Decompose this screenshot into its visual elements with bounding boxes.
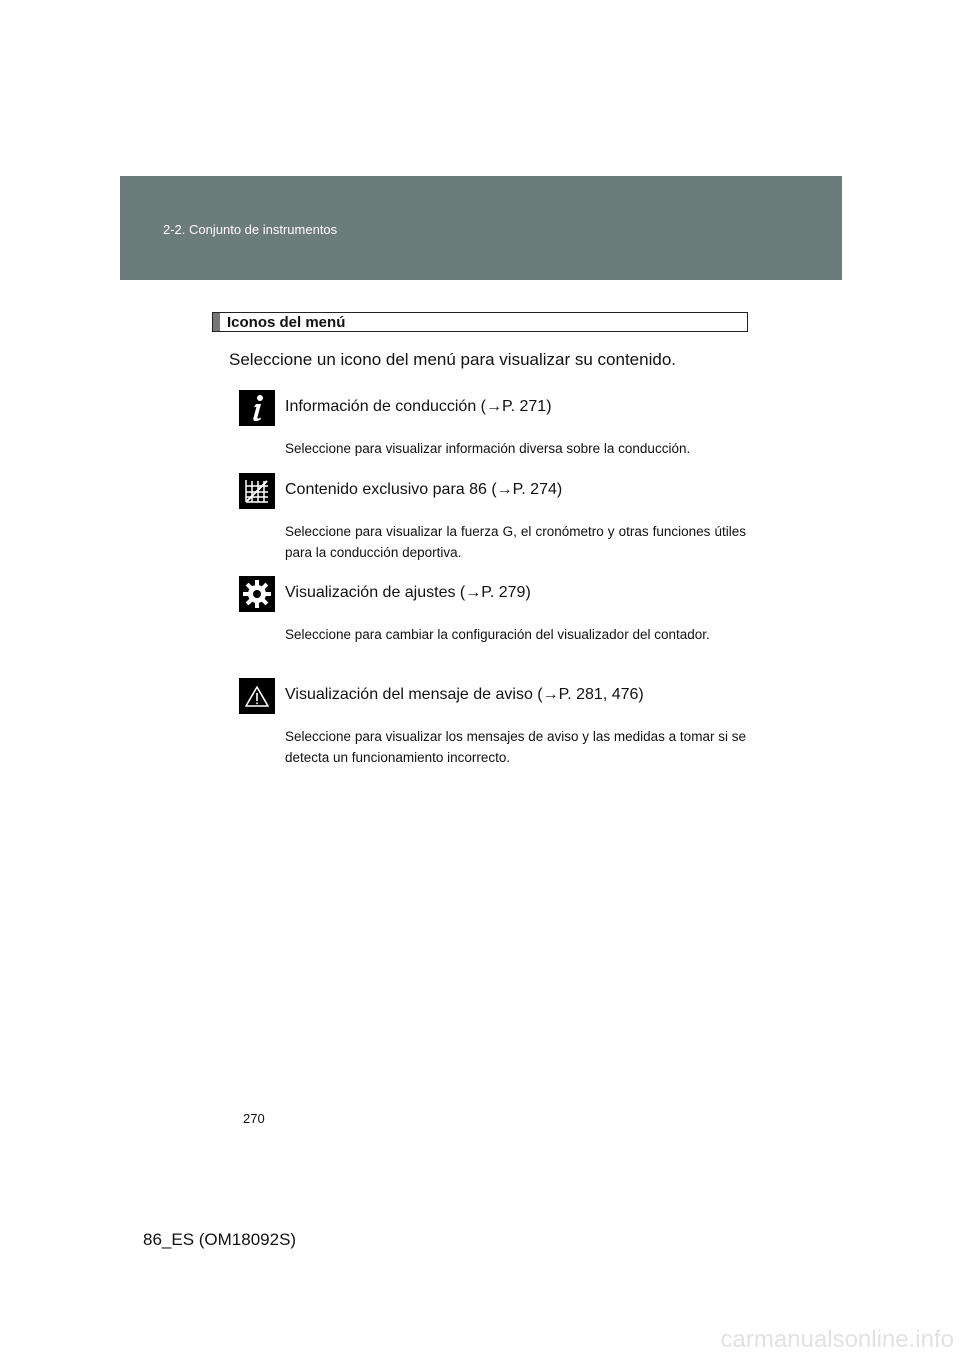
- item-description: Seleccione para cambiar la configuración del visualizador del contador.: [285, 627, 710, 642]
- intro-text: Seleccione un icono del menú para visualizar su contenido.: [229, 350, 676, 369]
- item-description: Seleccione para visualizar información diversa sobre la conducción.: [285, 441, 691, 456]
- item-title: Contenido exclusivo para 86 (→P. 274): [285, 481, 563, 498]
- watermark: carmanualsonline.info: [720, 1326, 954, 1353]
- gear-icon: [239, 576, 275, 612]
- info-icon: [239, 390, 275, 426]
- page-number: 270: [243, 1111, 265, 1126]
- item-description: Seleccione para visualizar la fuerza G, el cronómetro y otras funciones útiles para la conducción deportiva.: [285, 524, 746, 560]
- heading-label: Iconos del menú: [227, 314, 346, 331]
- heading-accent-bar: [213, 313, 220, 331]
- item-title: Visualización del mensaje de aviso (→P. 281, 476): [285, 686, 644, 703]
- section-heading: [212, 312, 748, 332]
- header-band: [120, 176, 842, 280]
- item-description: Seleccione para visualizar los mensajes de aviso y las medidas a tomar si se detecta un funcionamiento incorrecto.: [285, 729, 746, 765]
- item-title: Información de conducción (→P. 271): [285, 398, 552, 415]
- section-title: 2-2. Conjunto de instrumentos: [163, 222, 338, 237]
- document-code: 86_ES (OM18092S): [143, 1230, 297, 1249]
- sport-grid-icon: [239, 473, 275, 509]
- warning-icon: [239, 678, 275, 714]
- item-title: Visualización de ajustes (→P. 279): [285, 584, 531, 601]
